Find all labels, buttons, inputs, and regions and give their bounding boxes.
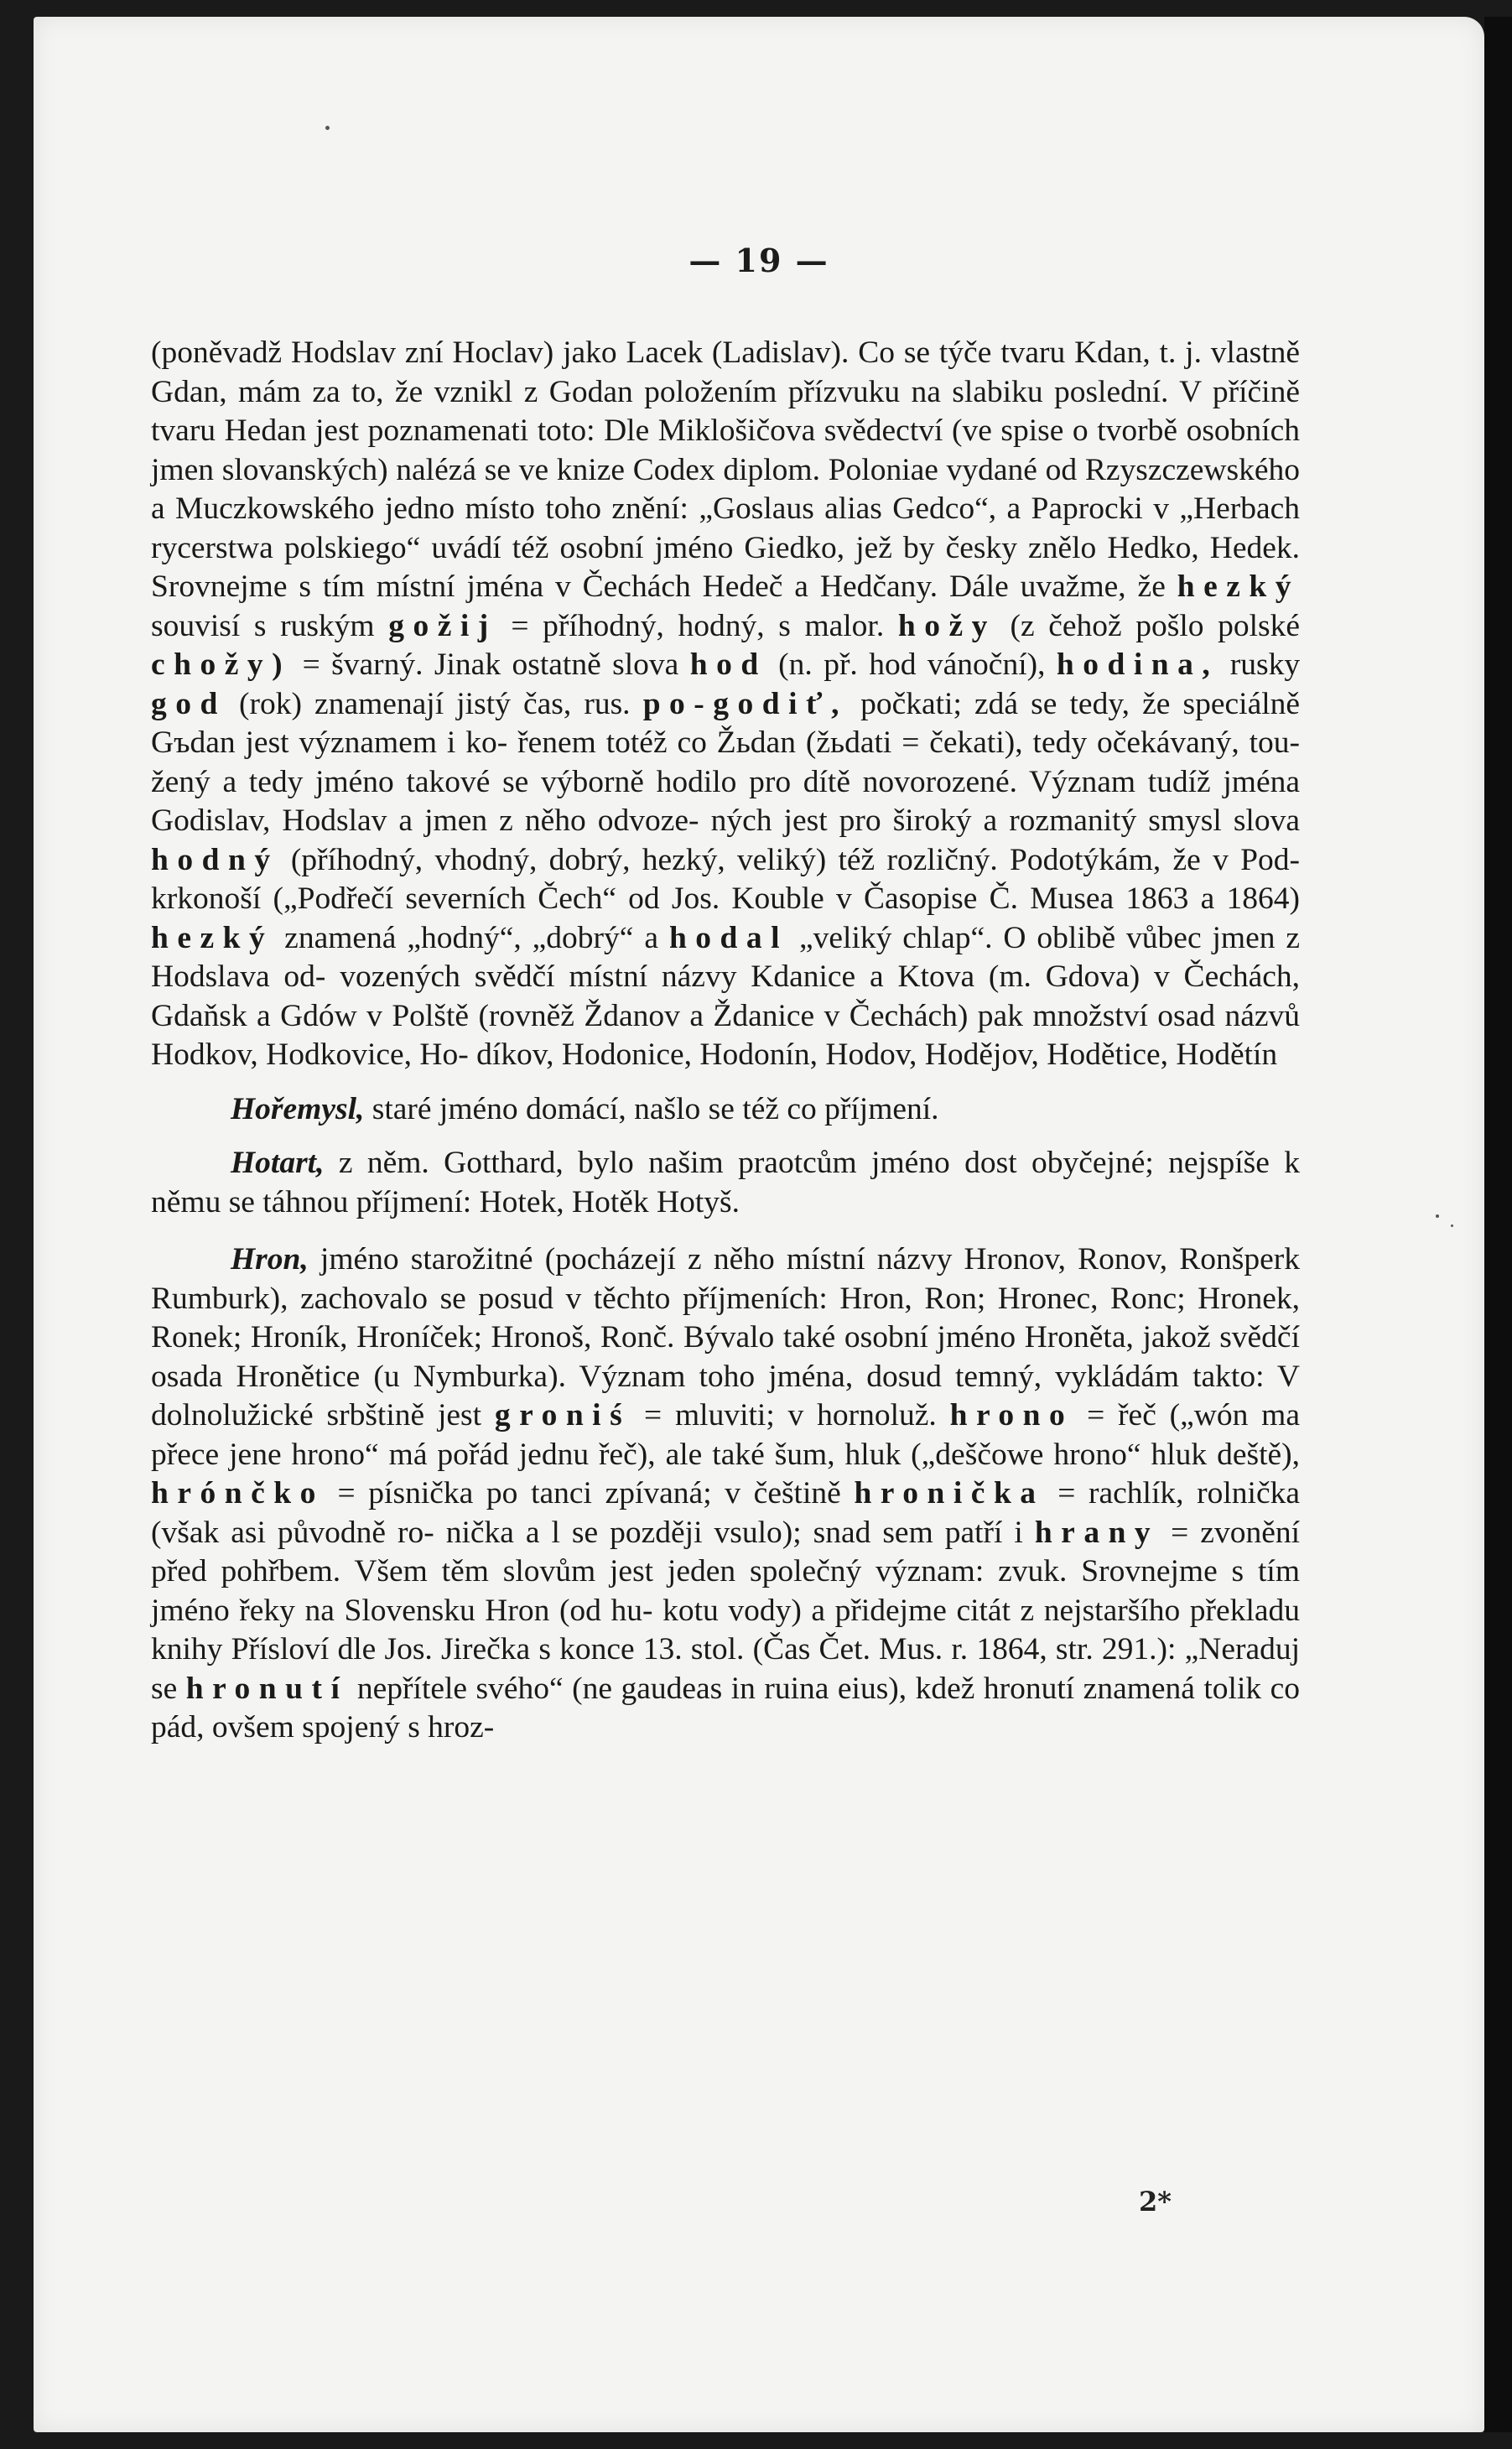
text-line: osobních jmen slovanských) nalézá se ve knize Codex diplom.: [151, 413, 1300, 487]
text-line: rusky: [1229, 647, 1301, 682]
text-line: (z čehož pošlo polské: [1010, 608, 1301, 643]
text-line: nepřítele svého“ (ne gaudeas in ruina: [356, 1671, 829, 1706]
text-line: souvisí s ruským: [151, 608, 375, 643]
text-line: eius), kdež hronutí znamená tolik co pád, ovšem spojený s hroz-: [151, 1671, 1301, 1744]
text-line: řenem totéž co Žьdan (žьdati = čekati), tedy očekávaný, tou-: [517, 725, 1300, 760]
text-line: = písnička po tanci zpívaná;: [337, 1476, 712, 1510]
spaced-term: po-godiť,: [642, 686, 848, 721]
text-line: „Neraduj se: [151, 1632, 1301, 1706]
text-line: = švarný. Jinak ostatně slova: [302, 647, 679, 682]
text-line: jméno starožitné (pocházejí z něho místní názvy: [320, 1242, 953, 1276]
entry-headword: Hron,: [231, 1242, 309, 1276]
text-line: počkati; zdá se tedy, že speciálně Gъdan jest významem i ko-: [151, 686, 1301, 760]
paper-speck: [1436, 1214, 1439, 1218]
text-line: rycerstwa polskiego“ uvádí též osobní jméno Giedko, jež by: [151, 530, 935, 565]
text-line: jene hrono“ má pořád jednu řeč), ale také šum, hluk („deščowe: [229, 1437, 1044, 1472]
text-line: Poloniae vydané od Rzyszczewského a Muczkowského jedno: [151, 452, 1300, 526]
text-line: (příhodný,: [290, 842, 423, 877]
text-line: před pohřbem. Všem těm slovům jest jeden společný význam:: [151, 1554, 985, 1588]
text-line: Hedeč a Hedčany. Dále uvažme, že: [702, 569, 1166, 604]
spaced-term: hrany: [1034, 1515, 1160, 1550]
text-line: jest poznamenati toto: Dle Miklošičova svědectví (ve spise o tvorbě: [315, 413, 1178, 448]
spaced-term: hronutí: [185, 1671, 349, 1706]
text-line: zvuk. Srovnejme s tím jméno řeky na Slovensku Hron (od hu-: [151, 1554, 1301, 1628]
text-line: Hronov, Ronov, Ronšperk Rumburk), zachovalo se posud v těchto: [151, 1242, 1301, 1316]
spaced-term: chožy): [151, 647, 292, 682]
text-line: Hotyš.: [657, 1184, 740, 1219]
text-line: z něm. Gotthard, bylo našim praotcům jméno dost: [338, 1146, 1017, 1180]
entry-horemysl: [151, 1090, 1300, 1130]
signature-mark: 2*: [1139, 2186, 1172, 2218]
text-line: = zvonění: [1171, 1515, 1301, 1550]
text-line: (rok) znamenají jistý čas, rus.: [238, 686, 631, 721]
text-line: Č. Musea 1863 a 1864): [989, 881, 1300, 916]
text-line: Význam tudíž jména Godislav, Hodslav a jmen z něho odvoze-: [151, 764, 1300, 838]
text-line: krkonoší („Podřečí severních Čech“ od Jos. Kouble v Časopise: [151, 881, 978, 916]
text-line: vozených svědčí místní názvy Kdanice a Ktova (m. Gdova): [340, 959, 1140, 994]
spaced-term: hezký: [1177, 569, 1300, 604]
text-line: staré jméno domácí, našlo se též co příjmení.: [372, 1091, 939, 1126]
spaced-term: god: [151, 686, 226, 721]
text-line: (poněvadž Hodslav zní Hoclav) jako Lacek (Ladislav). Co se týče: [151, 335, 992, 370]
text-line: kotu vody) a přidejme citát z nejstaršího překladu knihy Přísloví: [151, 1593, 1301, 1666]
text-line: jakož svědčí osada Hronětice (u Nymburka). Význam toho jména,: [151, 1320, 1300, 1394]
text-line: = příhodný, hodný, s malor.: [511, 608, 885, 643]
spaced-term: gožij: [388, 608, 497, 643]
text-line: položením přízvuku na slabiku poslední. V příčině tvaru Hedan: [151, 374, 1300, 448]
text-line: = mluviti; v hornoluž.: [644, 1398, 937, 1432]
text-line: vhodný, dobrý, hezký, veliký) též rozličný. Podotýkám, že v Pod-: [434, 842, 1300, 877]
text-line: znamená „hodný“, „dobrý“: [284, 920, 634, 955]
spaced-term: groniś: [494, 1398, 631, 1432]
text-line: „veliký chlap“. O oblibě vůbec jmen z Hodslava od-: [151, 920, 1301, 994]
text-line: hrono“ hluk deště),: [1053, 1437, 1301, 1472]
spaced-term: hodný: [151, 842, 279, 877]
text-line: česky znělo Hedko, Hedek. Srovnejme s tím místní jména v Čechách: [151, 530, 1301, 604]
entry-headword: Hořemysl,: [231, 1091, 365, 1126]
text-line: dosud temný, vykládám takto: V dolnolužické srbštině jest: [151, 1359, 1300, 1432]
text-line: Hroníček; Hronoš, Ronč. Bývalo také osobní jméno Hroněta,: [356, 1320, 1134, 1354]
text-line: v Čechách, Gdaňsk a Gdów v Polště (rovněž Ždanov a Ždanice: [151, 959, 1301, 1033]
text-line: v Čechách) pak množství osad názvů Hodkov, Hodkovice, Ho-: [151, 998, 1300, 1072]
spaced-term: hronička: [854, 1476, 1045, 1510]
paragraph-continuation: [151, 334, 1300, 1075]
text-line: dle Jos. Jirečka s konce 13. stol. (Čas Čet. Mus. r. 1864, str. 291.):: [337, 1632, 1177, 1666]
body-text: [151, 334, 1300, 1748]
text-line: tvaru Kdan, t. j. vlastně Gdan, mám za to, že vznikl z Godan: [151, 335, 1301, 409]
paper-speck: [1451, 1224, 1453, 1227]
spaced-term: hodal: [668, 920, 789, 955]
text-line: příjmeních: Hron, Ron; Hronec, Ronc; Hronek, Ronek; Hroník,: [151, 1281, 1300, 1354]
spaced-term: hožy: [897, 608, 996, 643]
text-line: = řeč („wón ma přece: [151, 1398, 1300, 1472]
text-line: žený a tedy jméno takové se výborně hodilo pro dítě novorozené.: [151, 764, 1017, 799]
text-line: ných jest pro široký a rozmanitý smysl slova: [710, 803, 1300, 838]
spaced-term: hezký: [151, 920, 274, 955]
entry-hotart: [151, 1144, 1300, 1222]
entry-headword: Hotart,: [231, 1146, 325, 1180]
entry-hron: [151, 1240, 1300, 1748]
page-edge-shadow: [1484, 17, 1512, 2432]
text-line: v češtině: [725, 1476, 841, 1510]
text-line: nička a l se později vsulo); snad sem patří i: [445, 1515, 1023, 1550]
text-line: obyčejné; nejspíše k němu se táhnou příjmení: Hotek, Hotěk: [151, 1146, 1301, 1219]
spaced-term: hod: [689, 647, 767, 682]
spaced-term: hrónčko: [151, 1476, 325, 1510]
text-line: a: [644, 920, 659, 955]
text-line: (n. př. hod vánoční),: [778, 647, 1046, 682]
book-page: [34, 17, 1484, 2432]
paper-speck: [325, 126, 330, 130]
text-line: = rachlík, rolnička (však asi původně ro-: [151, 1476, 1301, 1550]
spaced-term: hrono: [949, 1398, 1074, 1432]
text-line: díkov, Hodonice, Hodonín, Hodov, Hodějov, Hodětice, Hodětín: [476, 1037, 1278, 1072]
page-number: — 19 —: [688, 242, 829, 279]
spaced-term: hodina,: [1056, 647, 1219, 682]
text-line: místo toho znění: „Goslaus alias Gedco“, a Paprocki v „Herbach: [465, 491, 1300, 526]
